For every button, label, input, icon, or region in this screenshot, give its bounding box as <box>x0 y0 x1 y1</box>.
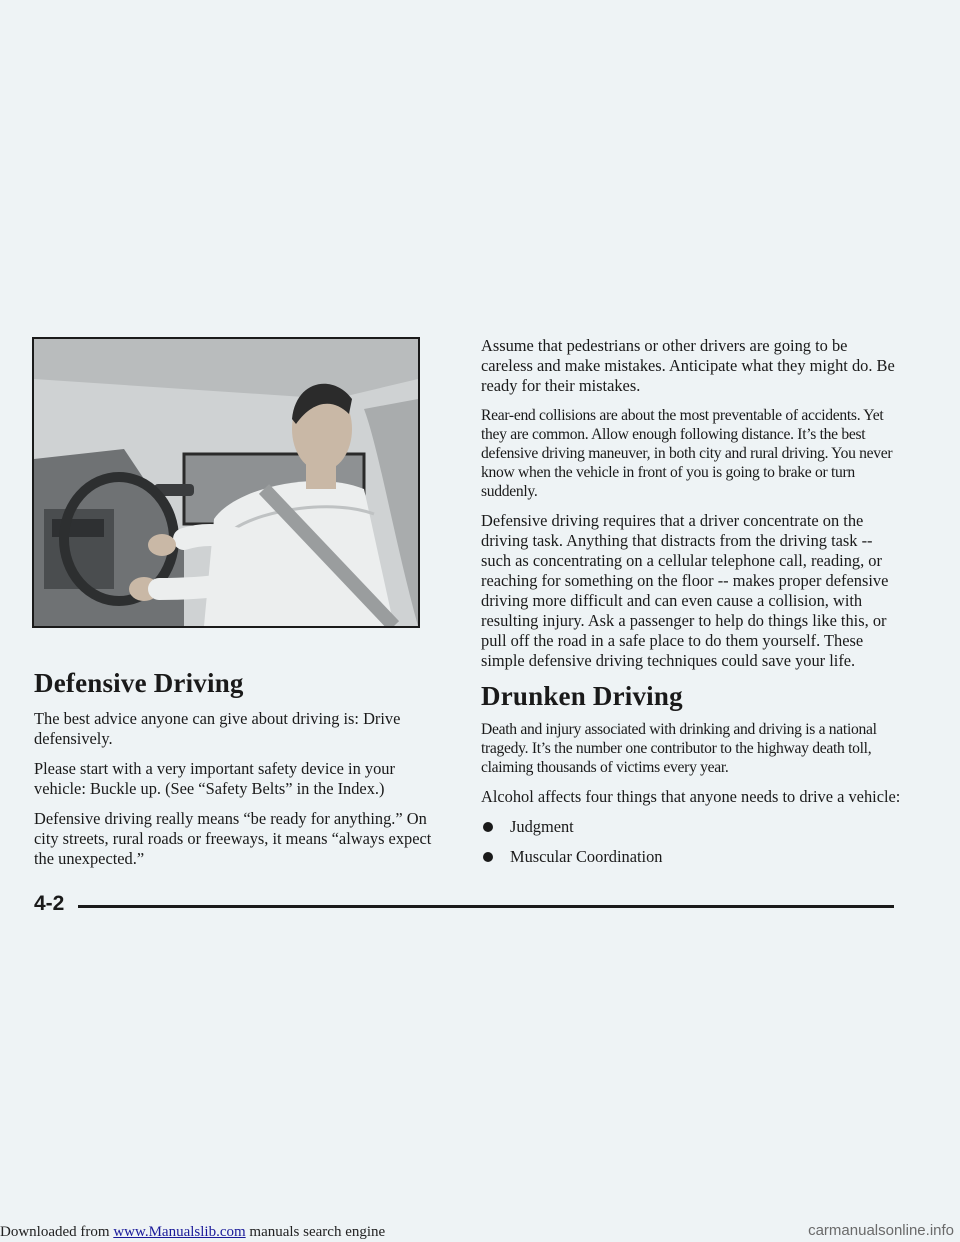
footer-rule <box>78 905 894 908</box>
driver-illustration <box>32 337 420 628</box>
left-column <box>34 668 434 879</box>
list-item <box>481 817 901 837</box>
bullet-icon <box>483 852 493 862</box>
section-heading-drunken-driving: Drunken Driving <box>481 681 683 711</box>
paragraph: Please start with a very important safety device in your vehicle: Buckle up. (See “Safety Belts” in the Index.) <box>34 759 395 798</box>
right-column <box>481 336 901 867</box>
paragraph: The best advice anyone can give about driving is: Drive defensively. <box>34 709 401 748</box>
page-number: 4-2 <box>34 892 65 915</box>
paragraph: Alcohol affects four things that anyone needs to drive a vehicle: <box>481 787 901 806</box>
manualslib-link[interactable]: www.Manualslib.com <box>113 1224 246 1240</box>
paragraph: Defensive driving requires that a driver concentrate on the driving task. Anything that distracts from the driving task -- such as concentrating on a cellular telephone call, reading, or reaching for something on the floor -- makes proper defensive driving more difficult and can even cause a collision, with resulting injury. Ask a passenger to help do things like this, or pull off the road in a safe place to do them yourself. These simple defensive driving techniques could save your life. <box>481 511 889 670</box>
driver-illustration-art <box>34 339 418 626</box>
source-suffix: manuals search engine <box>245 1224 386 1240</box>
site-watermark: carmanualsonline.info <box>808 1222 954 1239</box>
list-item-label: Muscular Coordination <box>510 847 663 866</box>
bullet-icon <box>483 822 493 832</box>
page-footer <box>34 889 894 919</box>
paragraph: Defensive driving really means “be ready for anything.” On city streets, rural roads or freeways, it means “always expect the unexpected.” <box>34 809 432 868</box>
section-heading-defensive-driving: Defensive Driving <box>34 668 244 698</box>
list-item-label: Judgment <box>510 817 574 836</box>
list-item <box>481 847 901 867</box>
source-prefix: Downloaded from <box>0 1224 114 1240</box>
paragraph: Death and injury associated with drinking and driving is a national tragedy. It’s the number one contributor to the highway death toll, claiming thousands of victims every year. <box>481 721 877 776</box>
paragraph: Assume that pedestrians or other drivers are going to be careless and make mistakes. Anticipate what they might do. Be ready for their mistakes. <box>481 336 895 395</box>
paragraph: Rear-end collisions are about the most preventable of accidents. Yet they are common. Allow enough following distance. It’s the best defensive driving maneuver, in both city and rural driving. You never know when the vehicle in front of you is going to brake or turn suddenly. <box>481 407 893 500</box>
